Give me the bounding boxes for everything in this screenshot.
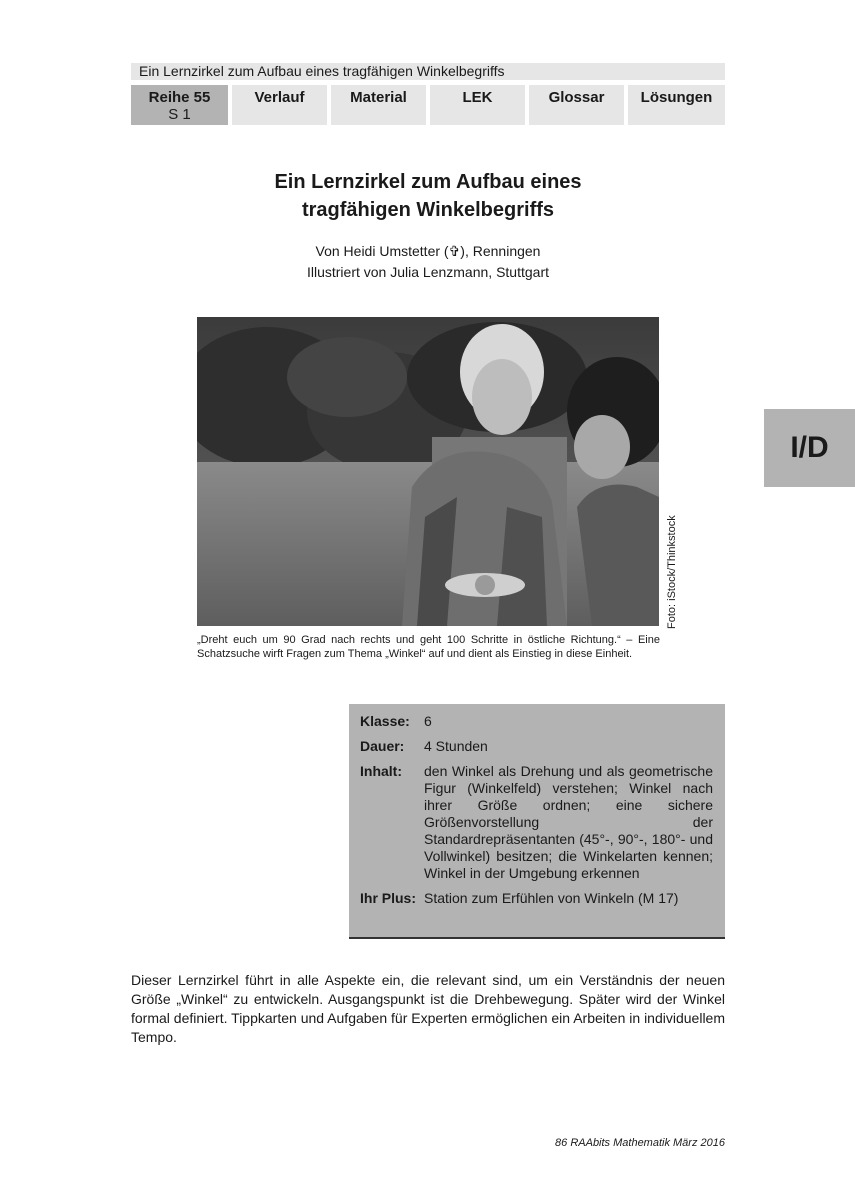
tab-verlauf[interactable]: Verlauf <box>232 85 327 125</box>
page-title <box>131 168 725 224</box>
cover-photo <box>197 317 659 626</box>
photo-caption: „Dreht euch um 90 Grad nach rechts und geht 100 Schritte in östliche Richtung.“ – Eine Schatzsuche wirft Fragen zum Thema „Winkel“ auf und dient als Einstieg in diese Einheit. <box>197 634 660 660</box>
inhalt-label: Inhalt: <box>360 763 402 779</box>
plus-value: Station zum Erfühlen von Winkeln (M 17) <box>424 890 679 906</box>
info-row-inhalt <box>360 763 713 882</box>
klasse-label: Klasse: <box>360 713 410 729</box>
photo-illustration <box>197 317 659 626</box>
tab-lek[interactable]: LEK <box>430 85 525 125</box>
tab-material[interactable]: Material <box>331 85 426 125</box>
nav-tabs <box>131 85 725 125</box>
tab-glossar[interactable]: Glossar <box>529 85 624 125</box>
info-row-klasse <box>360 713 713 730</box>
photo-credit: Foto: iStock/Thinkstock <box>666 515 678 629</box>
info-row-dauer <box>360 738 713 755</box>
title-line-1: Ein Lernzirkel zum Aufbau eines <box>274 171 582 193</box>
footer-citation: 86 RAAbits Mathematik März 2016 <box>555 1137 725 1149</box>
byline <box>131 241 725 283</box>
dauer-label: Dauer: <box>360 738 405 754</box>
inhalt-value: den Winkel als Drehung und als geometrische Figur (Winkelfeld) verstehen; Winkel nach ihrer Größe ordnen; eine sichere Größenvorstellung der Standardrepräsentanten (45°-, 90°-, 180°- und Vollwinkel) besitzen; die Winkelarten kennen; Winkel in der Umgebung erkennen <box>424 763 713 881</box>
tab-reihe-label: Reihe 55 <box>148 89 211 106</box>
klasse-value: 6 <box>424 713 432 729</box>
tab-reihe[interactable] <box>131 85 228 125</box>
author: Von Heidi Umstetter (✞), Renningen <box>315 243 541 259</box>
dauer-value: 4 Stunden <box>424 738 488 754</box>
running-header: Ein Lernzirkel zum Aufbau eines tragfähigen Winkelbegriffs <box>131 63 725 80</box>
tab-seite-label: S 1 <box>168 106 191 123</box>
section-tab: I/D <box>764 409 855 487</box>
intro-paragraph: Dieser Lernzirkel führt in alle Aspekte ein, die relevant sind, um ein Verständnis der neuen Größe „Winkel“ zu entwickeln. Ausgangspunkt ist die Drehbewegung. Später wird der Winkel formal definiert. Tippkarten und Aufgaben für Experten ermöglichen ein Arbeiten in individuellem Tempo. <box>131 972 725 1045</box>
tab-loesungen[interactable]: Lösungen <box>628 85 725 125</box>
info-box <box>349 704 725 939</box>
title-line-2: tragfähigen Winkelbegriffs <box>301 199 555 221</box>
illustrator: Illustriert von Julia Lenzmann, Stuttgart <box>306 264 549 280</box>
plus-label: Ihr Plus: <box>360 890 417 906</box>
info-row-plus <box>360 890 713 907</box>
